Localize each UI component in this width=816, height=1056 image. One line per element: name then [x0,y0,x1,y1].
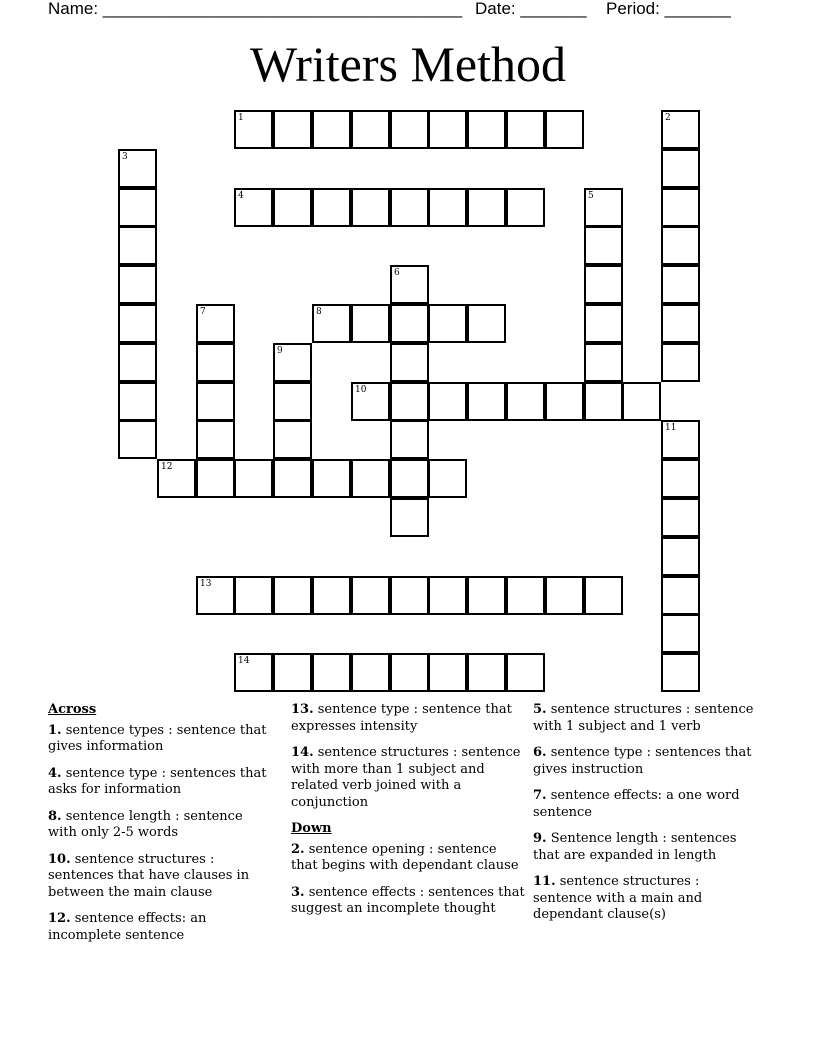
crossword-cell[interactable] [390,498,429,537]
down-heading: Down [291,821,332,836]
crossword-cell[interactable] [428,188,467,227]
crossword-cell[interactable] [584,304,623,343]
crossword-cell[interactable] [661,343,700,382]
crossword-cell[interactable] [273,459,312,498]
cell-number: 4 [238,191,244,201]
crossword-cell[interactable] [584,343,623,382]
crossword-cell[interactable] [196,382,235,421]
date-field[interactable]: Date: _______ [475,0,587,18]
across-heading: Across [48,702,97,717]
clue-number: 5. [533,702,547,717]
cell-number: 14 [238,656,250,666]
crossword-cell[interactable] [118,343,157,382]
crossword-cell[interactable] [390,382,429,421]
clue-text: sentence effects : sentences that suggest an incomplete thought [291,884,525,916]
crossword-cell[interactable] [118,420,157,459]
crossword-cell[interactable] [506,653,545,692]
clue-number: 13. [291,702,314,717]
crossword-cell[interactable] [428,576,467,615]
clue-down-5 [533,702,761,735]
clue-text: sentence structures : sentence with a main and dependant clause(s) [533,874,703,922]
cell-number: 12 [161,462,173,472]
crossword-cell[interactable] [545,576,584,615]
crossword-cell[interactable] [661,265,700,304]
clue-number: 12. [48,911,71,926]
clue-text: Sentence length : sentences that are expanded in length [533,831,737,863]
crossword-cell[interactable] [506,110,545,149]
clue-text: sentence effects: a one word sentence [533,788,740,820]
crossword-cell[interactable] [661,149,700,188]
crossword-cell[interactable] [506,576,545,615]
crossword-cell[interactable] [390,420,429,459]
crossword-cell[interactable] [118,188,157,227]
crossword-cell[interactable] [390,343,429,382]
cell-number: 3 [122,152,128,162]
crossword-cell[interactable] [351,576,390,615]
crossword-cell[interactable] [273,343,312,382]
page-title: Writers Method [250,36,566,92]
crossword-cell[interactable] [234,576,273,615]
clue-across-13 [291,702,525,735]
crossword-cell[interactable] [273,576,312,615]
crossword-cell[interactable] [467,382,506,421]
clue-text: sentence structures : sentence with 1 subject and 1 verb [533,702,754,734]
crossword-cell[interactable] [390,110,429,149]
cell-number: 2 [665,113,671,123]
crossword-cell[interactable] [312,304,351,343]
clue-text: sentence type : sentence that expresses intensity [291,702,512,734]
crossword-cell[interactable] [273,420,312,459]
crossword-cell[interactable] [428,304,467,343]
clues-column-1 [48,702,274,954]
crossword-cell[interactable] [661,304,700,343]
crossword-cell[interactable] [351,459,390,498]
crossword-cell[interactable] [661,537,700,576]
crossword-cell[interactable] [312,576,351,615]
clue-across-14 [291,745,525,811]
crossword-cell[interactable] [273,188,312,227]
crossword-cell[interactable] [584,226,623,265]
crossword-cell[interactable] [312,653,351,692]
crossword-cell[interactable] [196,459,235,498]
crossword-cell[interactable] [390,265,429,304]
crossword-cell[interactable] [118,226,157,265]
crossword-cell[interactable] [467,653,506,692]
clue-down-2 [291,842,525,875]
cell-number: 6 [394,268,400,278]
cell-number: 9 [277,346,283,356]
clue-number: 7. [533,788,547,803]
clue-number: 11. [533,874,556,889]
crossword-cell[interactable] [584,576,623,615]
crossword-cell[interactable] [312,188,351,227]
clue-across-1 [48,723,274,756]
crossword-cell[interactable] [661,498,700,537]
crossword-cell[interactable] [545,110,584,149]
clue-number: 3. [291,884,305,900]
crossword-cell[interactable] [661,459,700,498]
crossword-cell[interactable] [428,110,467,149]
crossword-cell[interactable] [351,188,390,227]
period-field[interactable]: Period: _______ [606,0,731,18]
crossword-cell[interactable] [506,188,545,227]
crossword-cell[interactable] [351,653,390,692]
crossword-cell[interactable] [428,382,467,421]
crossword-cell[interactable] [196,304,235,343]
crossword-cell[interactable] [622,382,661,421]
crossword-cell[interactable] [506,382,545,421]
crossword-cell[interactable] [312,459,351,498]
crossword-cell[interactable] [467,110,506,149]
clue-across-12 [48,911,274,944]
cell-number: 5 [588,191,594,201]
crossword-cell[interactable] [351,382,390,421]
crossword-cell[interactable] [661,653,700,692]
clue-text: sentence types : sentence that gives information [48,722,267,754]
crossword-cell[interactable] [118,149,157,188]
clue-number: 2. [291,841,305,857]
cell-number: 10 [355,385,367,395]
clue-number: 10. [48,851,71,867]
crossword-cell[interactable] [467,576,506,615]
crossword-cell[interactable] [467,304,506,343]
cell-number: 13 [200,579,212,589]
clue-across-8 [48,809,274,842]
clue-number: 14. [291,745,314,760]
clue-across-4 [48,766,274,799]
crossword-cell[interactable] [545,382,584,421]
crossword-cell[interactable] [234,188,273,227]
clue-down-11 [533,874,761,924]
clue-number: 1. [48,722,62,738]
crossword-cell[interactable] [584,265,623,304]
clue-number: 6. [533,745,547,760]
clue-across-10 [48,852,274,902]
crossword-cell[interactable] [390,576,429,615]
clue-down-7 [533,788,761,821]
cell-number: 1 [238,113,244,123]
clue-down-9 [533,831,761,864]
crossword-cell[interactable] [351,110,390,149]
crossword-cell[interactable] [661,226,700,265]
clue-text: sentence effects: an incomplete sentence [48,911,207,943]
cell-number: 11 [665,423,677,433]
crossword-cell[interactable] [661,188,700,227]
cell-number: 8 [316,307,322,317]
crossword-cell[interactable] [273,653,312,692]
crossword-cell[interactable] [273,110,312,149]
crossword-cell[interactable] [196,420,235,459]
crossword-cell[interactable] [234,459,273,498]
name-field[interactable]: Name: ______________________________________ [48,0,463,18]
cell-number: 7 [200,307,206,317]
crossword-cell[interactable] [584,382,623,421]
crossword-cell[interactable] [467,188,506,227]
crossword-cell[interactable] [661,576,700,615]
crossword-cell[interactable] [118,265,157,304]
crossword-cell[interactable] [351,304,390,343]
crossword-cell[interactable] [428,459,467,498]
crossword-cell[interactable] [661,614,700,653]
crossword-cell[interactable] [390,459,429,498]
crossword-cell[interactable] [390,188,429,227]
clue-number: 4. [48,765,62,781]
crossword-cell[interactable] [390,653,429,692]
crossword-cell[interactable] [118,382,157,421]
crossword-cell[interactable] [196,343,235,382]
crossword-cell[interactable] [157,459,196,498]
crossword-cell[interactable] [428,653,467,692]
crossword-cell[interactable] [312,110,351,149]
clue-text: sentence length : sentence with only 2-5 words [48,808,243,840]
clue-text: sentence type : sentences that asks for information [48,765,267,797]
clue-text: sentence opening : sentence that begins with dependant clause [291,841,519,873]
crossword-cell[interactable] [390,304,429,343]
clue-number: 9. [533,831,547,846]
crossword-cell[interactable] [234,653,273,692]
crossword-cell[interactable] [661,420,700,459]
clue-down-3 [291,885,525,918]
clue-number: 8. [48,808,62,824]
crossword-cell[interactable] [584,188,623,227]
clue-text: sentence structures : sentences that have clauses in between the main clause [48,851,250,900]
clues-column-2 [291,702,525,928]
clue-text: sentence structures : sentence with more than 1 subject and related verb joined with a conjunction [291,745,521,810]
crossword-cell[interactable] [661,110,700,149]
crossword-cell[interactable] [273,382,312,421]
crossword-cell[interactable] [196,576,235,615]
clue-down-6 [533,745,761,778]
clues-column-3 [533,702,761,934]
crossword-cell[interactable] [118,304,157,343]
crossword-cell[interactable] [234,110,273,149]
clue-text: sentence type : sentences that gives instruction [533,745,752,777]
